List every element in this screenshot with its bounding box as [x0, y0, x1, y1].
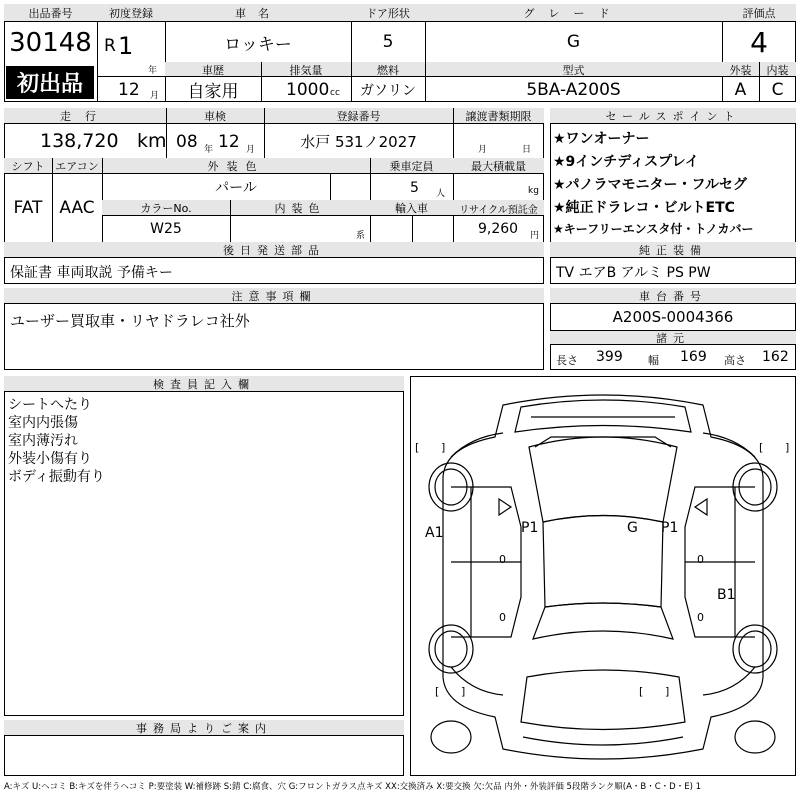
- insp-year-unit: 年: [204, 145, 214, 155]
- sales-label: セールスポイント: [550, 108, 796, 124]
- grade-label: グレード: [425, 4, 722, 22]
- mark-p1-left: P1: [521, 520, 539, 536]
- dims-label: 諸元: [550, 330, 796, 345]
- inspector-note: シートへたり: [8, 397, 92, 413]
- ac: AAC: [59, 198, 95, 218]
- insp-month: 12: [218, 132, 240, 152]
- door: 5: [382, 32, 394, 52]
- fuel-label: 燃料: [377, 63, 399, 77]
- mileage-label: 走行: [60, 110, 110, 123]
- width-label: 幅: [648, 354, 659, 367]
- displacement: 1000: [286, 80, 330, 100]
- int-label: 内装: [766, 63, 789, 77]
- bracket: [: [435, 685, 440, 698]
- sales-point: ★ワンオーナー: [553, 131, 650, 147]
- later-parts: 保証書 車両取説 予備キー: [10, 265, 173, 281]
- mark-a1: A1: [425, 525, 444, 541]
- length-label: 長さ: [556, 354, 578, 367]
- mark-b1: B1: [717, 587, 736, 603]
- fuel: ガソリン: [360, 82, 416, 99]
- length: 399: [596, 349, 623, 365]
- notes-label: 注意事項欄: [4, 288, 544, 304]
- recycle-fee: 9,260: [478, 221, 519, 237]
- color-no-label: カラーNo.: [140, 202, 192, 215]
- score-label: 評価点: [722, 4, 796, 22]
- bracket: ]: [461, 685, 466, 698]
- inspector-note: 室内内張傷: [8, 415, 78, 431]
- bracket: ]: [441, 441, 446, 454]
- import-label: 輸入車: [395, 202, 428, 215]
- lot-label: 出品番号: [4, 4, 97, 22]
- sales-point: ★純正ドラレコ・ビルトETC: [553, 200, 735, 216]
- height: 162: [762, 349, 789, 365]
- zero: 0: [697, 611, 704, 624]
- chassis-number: A200S-0004366: [612, 308, 734, 326]
- mark-p1-right: P1: [661, 520, 679, 536]
- shift-label: シフト: [11, 160, 45, 173]
- sales-point: ★9インチディスプレイ: [553, 154, 699, 170]
- int-color-label: 内装色: [274, 202, 326, 215]
- ext-label: 外装: [729, 63, 752, 77]
- equip-label: 純正装備: [550, 242, 796, 258]
- inspector-note: 室内薄汚れ: [8, 433, 78, 449]
- sales-point: ★パノラマモニター・フルセグ: [553, 177, 747, 193]
- history-label: 車歴: [202, 63, 224, 77]
- color-label: 外装色: [207, 160, 265, 173]
- history: 自家用: [187, 82, 239, 102]
- zero: 0: [499, 611, 506, 624]
- exterior-color: パール: [215, 180, 257, 196]
- damage-diagram: [410, 376, 796, 776]
- mark-g: G: [627, 520, 638, 536]
- recycle-label: リサイクル預託金: [459, 204, 538, 216]
- era: R: [104, 36, 116, 56]
- notes-text: ユーザー買取車・リヤドラレコ社外: [10, 312, 250, 330]
- model-label: 型式: [562, 63, 585, 77]
- capacity: 5: [410, 180, 419, 196]
- door-label: ドア形状: [351, 4, 425, 22]
- reg-month: 12: [118, 80, 140, 100]
- int-grade: C: [771, 79, 784, 100]
- load-label: 最大積載量: [471, 160, 526, 173]
- grade: G: [566, 32, 581, 52]
- transfer-label: 譲渡書類期限: [465, 110, 532, 123]
- insp-year: 08: [176, 132, 198, 152]
- car-outline: [411, 377, 795, 775]
- first-reg-label: 初度登録: [97, 4, 165, 22]
- lot-number: 30148: [9, 28, 92, 58]
- displacement-label: 排気量: [289, 63, 323, 77]
- zero: 0: [499, 553, 506, 566]
- width: 169: [680, 349, 707, 365]
- insp-month-unit: 月: [246, 145, 256, 155]
- mileage: 138,720: [40, 130, 119, 152]
- model: 5BA-A200S: [526, 79, 621, 100]
- transfer-month: 月: [478, 145, 488, 155]
- height-label: 高さ: [724, 354, 746, 367]
- km-unit: km: [137, 130, 167, 152]
- office-label: 事務局よりご案内: [4, 720, 404, 736]
- inspector-note: ボディ振動有り: [8, 469, 105, 485]
- inspector-note: 外装小傷有り: [8, 451, 92, 467]
- equipment: TV エアB アルミ PS PW: [556, 265, 711, 281]
- reg-number: 水戸 531ノ2027: [300, 132, 417, 151]
- later-parts-label: 後日発送部品: [4, 242, 544, 258]
- year-unit: 年: [148, 66, 158, 76]
- chassis-label: 車台番号: [550, 288, 796, 304]
- bracket: [: [639, 685, 644, 698]
- capacity-unit: 人: [436, 189, 446, 199]
- cc-unit: cc: [330, 88, 340, 98]
- inspection-label: 車検: [204, 110, 226, 123]
- inspector-label: 検査員記入欄: [4, 376, 404, 392]
- legend: A:キズ U:ヘコミ B:キズを伴うヘコミ P:要塗装 W:補修跡 S:錆 C:腐食、穴 G:フロントガラス点キズ XX:交換済み X:要交換 欠:欠品 内外・外装評価 5段階ランク順(A・B・C・D・E) 1: [4, 782, 702, 792]
- capacity-label: 乗車定員: [389, 160, 434, 173]
- color-number: W25: [150, 221, 182, 237]
- era-year: 1: [118, 32, 134, 60]
- transfer-day: 日: [522, 145, 532, 155]
- first-listing-badge: 初出品: [6, 66, 94, 99]
- ext-grade: A: [734, 79, 747, 100]
- reg-number-label: 登録番号: [336, 110, 381, 123]
- bracket: ]: [665, 685, 670, 698]
- car-name-label: 車名: [165, 4, 351, 22]
- int-color-unit: 系: [356, 231, 366, 241]
- month-unit: 月: [150, 91, 160, 101]
- shift: FAT: [13, 198, 43, 218]
- bracket: ]: [785, 441, 790, 454]
- score: 4: [750, 25, 768, 59]
- car-name: ロッキー: [224, 34, 292, 55]
- yen-unit: 円: [530, 231, 540, 241]
- bracket: [: [415, 441, 420, 454]
- sales-point: ★キーフリーエンスタ付・トノカバー: [553, 222, 754, 236]
- load-unit: kg: [528, 186, 539, 196]
- zero: 0: [697, 553, 704, 566]
- ac-label: エアコン: [55, 160, 99, 173]
- bracket: [: [759, 441, 764, 454]
